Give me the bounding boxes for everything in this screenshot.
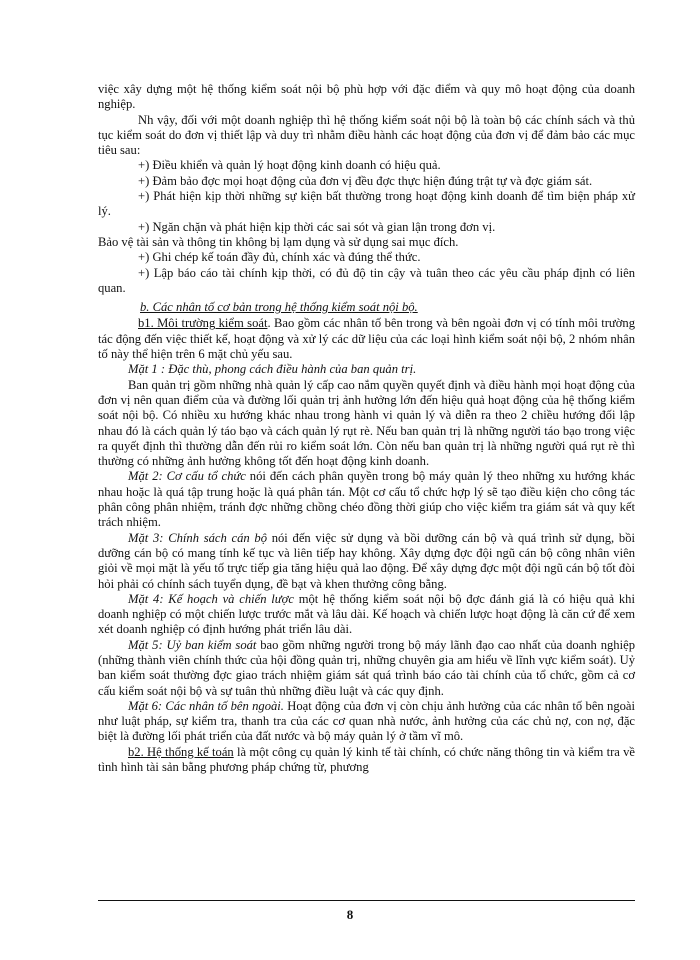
mat4-paragraph — [98, 592, 635, 638]
objective-item: +) Lập báo cáo tài chính kịp thời, có đủ độ tin cậy và tuân theo các yêu cầu pháp định có liên quan. — [98, 265, 635, 295]
mat2-paragraph — [98, 469, 635, 530]
mat4-text: một hệ thống kiểm soát nội bộ đợc đánh giá là có hiệu quả khi doanh nghiệp có một chiến lược trước mắt và lâu dài. Kế hoạch và chiến lược hoạt động là căn cứ để xem xét doanh nghiệp có định hướng phát triển lâu dài. — [98, 591, 635, 637]
objective-item: +) Điều khiển và quản lý hoạt động kinh doanh có hiệu quả. — [138, 158, 441, 173]
mat3-text: nói đến việc sử dụng và bồi dưỡng cán bộ và quá trình sử dụng, bồi dưỡng cán bộ có mang tính kế tục và liên tiếp hay không. Xây dựng đợc đội ngũ cán bộ công nhân viên giỏi về mọi mặt là yếu tố trực tiếp gia tăng hiệu quả lao động. Để xây dựng đợc một đội ngũ cán bộ tốt đòi hỏi phải có chính sách tuyển dụng, đề bạt và khen thưởng công bằng. — [98, 530, 636, 591]
mat5-text: bao gồm những người trong bộ máy lãnh đạo cao nhất của doanh nghiệp (những thành viên chính thức của hội đồng quản trị, những chuyên gia am hiểu về lĩnh vực kiểm soát). Uỷ ban kiểm soát thường đợc giao trách nhiệm giám sát quá trình báo cáo tài chính của tổ chức, gồm cả cơ cấu kiểm soát nội bộ và sự tuân thủ những điều luật và các quy định. — [98, 637, 635, 698]
objective-item: +) Đảm bảo đợc mọi hoạt động của đơn vị đều đợc thực hiện đúng trật tự và đợc giám sát. — [138, 173, 593, 188]
mat2-label: Mặt 2: Cơ cấu tổ chức — [128, 469, 246, 484]
b2-text: là một công cụ quản lý kinh tế tài chính, có chức năng thông tin và kiểm tra về tình hình tài sản bằng phương pháp chứng từ, phương — [98, 744, 635, 775]
objective-item: +) Phát hiện kịp thời những sự kiện bất thường trong hoạt động kinh doanh để tìm biện pháp xử lý. — [98, 189, 635, 219]
objective-item: +) Ngăn chặn và phát hiện kịp thời các sai sót và gian lận trong đơn vị. — [138, 219, 496, 234]
section-heading — [98, 300, 635, 315]
mat6-paragraph — [98, 699, 635, 745]
b2-label: b2. Hệ thống kế toán — [128, 744, 234, 759]
page-number: 8 — [346, 907, 354, 922]
paragraph-definition: Nh vậy, đối với một doanh nghiệp thì hệ thống kiểm soát nội bộ là toàn bộ các chính sách và thủ tục kiểm soát do đơn vị thiết lập và duy trì nhằm điều hành các hoạt động của đơn vị để đảm bảo các mục tiêu sau: — [98, 112, 635, 158]
mat5-paragraph — [98, 638, 635, 699]
objective-item: +) Ghi chép kế toán đầy đủ, chính xác và đúng thể thức. — [138, 250, 421, 265]
mat3-label: Mặt 3: Chính sách cán bộ — [128, 530, 267, 545]
paragraph-intro: việc xây dựng một hệ thống kiểm soát nội bộ phù hợp với đặc điểm và quy mô hoạt động của doanh nghiệp. — [98, 82, 635, 112]
document-page — [98, 82, 635, 775]
b1-label: b1. Môi trường kiểm soát — [138, 316, 268, 331]
section-heading-text: b. Các nhân tố cơ bản trong hệ thống kiểm soát nội bộ. — [140, 300, 418, 315]
mat3-paragraph — [98, 531, 635, 592]
mat5-label: Mặt 5: Uỷ ban kiểm soát — [128, 637, 257, 652]
paragraph-b2 — [98, 745, 635, 776]
mat6-text: Hoạt động của đơn vị còn chịu ảnh hưởng của các nhân tố bên ngoài như luật pháp, sự kiểm tra, thanh tra của các cơ quan nhà nước, ảnh hưởng của các chủ nợ, con nợ, đặc biệt là đường lối phát triển của đất nước và bộ máy quản lý ở tầm vĩ mô. — [98, 698, 635, 744]
mat6-label: Mặt 6: Các nhân tố bên ngoài. — [128, 698, 284, 713]
mat1-label: Mặt 1 : Đặc thù, phong cách điều hành của ban quản trị. — [128, 362, 417, 377]
mat4-label: Mặt 4: Kế hoạch và chiến lược — [128, 591, 294, 606]
mat2-text: nói đến cách phân quyền trong bộ máy quản lý theo những xu hướng khác nhau hoặc là quá tập trung hoặc là quá phân tán. Một cơ cấu tổ chức hợp lý sẽ tạo điều kiện cho công tác phân công phân nhiệm, tránh đợc những chồng chéo đồng thời giúp cho việc kiểm tra giám sát và quy kết trách nhiệm. — [98, 469, 635, 530]
paragraph-b1 — [98, 316, 635, 362]
mat1-heading — [98, 362, 635, 377]
b1-text: . Bao gồm các nhân tố bên trong và bên ngoài đơn vị có tính môi trường tác động đến việc thiết kế, hoạt động và xử lý các dữ liệu của các loại hình kiểm soát nội bộ, 2 nhóm nhân tố này thể hiện trên 6 mặt chủ yếu sau. — [98, 316, 635, 362]
mat1-paragraph: Ban quản trị gồm những nhà quản lý cấp cao nắm quyền quyết định và điều hành mọi hoạt động của đơn vị nên quan điểm của và đường lối quản trị ảnh hưởng lớn đến hiệu quả hoạt động của hệ thống kiểm soát nội bộ. Có nhiều xu hướng khác nhau trong hành vi quản lý và diễn ra theo 2 chiều hướng đối lập nhau đó là cách quản lý táo bạo và cách quản lý rụt rè. Nếu ban quản trị là những người táo bạo trong việc ra quyết định thì thường dẫn đến rủi ro kiểm soát lớn. Còn nếu ban quản trị là những người quá rụt rè thì thường có những ảnh hưởng không tốt đến hoạt động kinh doanh. — [98, 377, 635, 469]
objective-item: Bảo vệ tài sản và thông tin không bị lạm dụng và sử dụng sai mục đích. — [98, 234, 459, 249]
footer-divider — [98, 900, 635, 901]
